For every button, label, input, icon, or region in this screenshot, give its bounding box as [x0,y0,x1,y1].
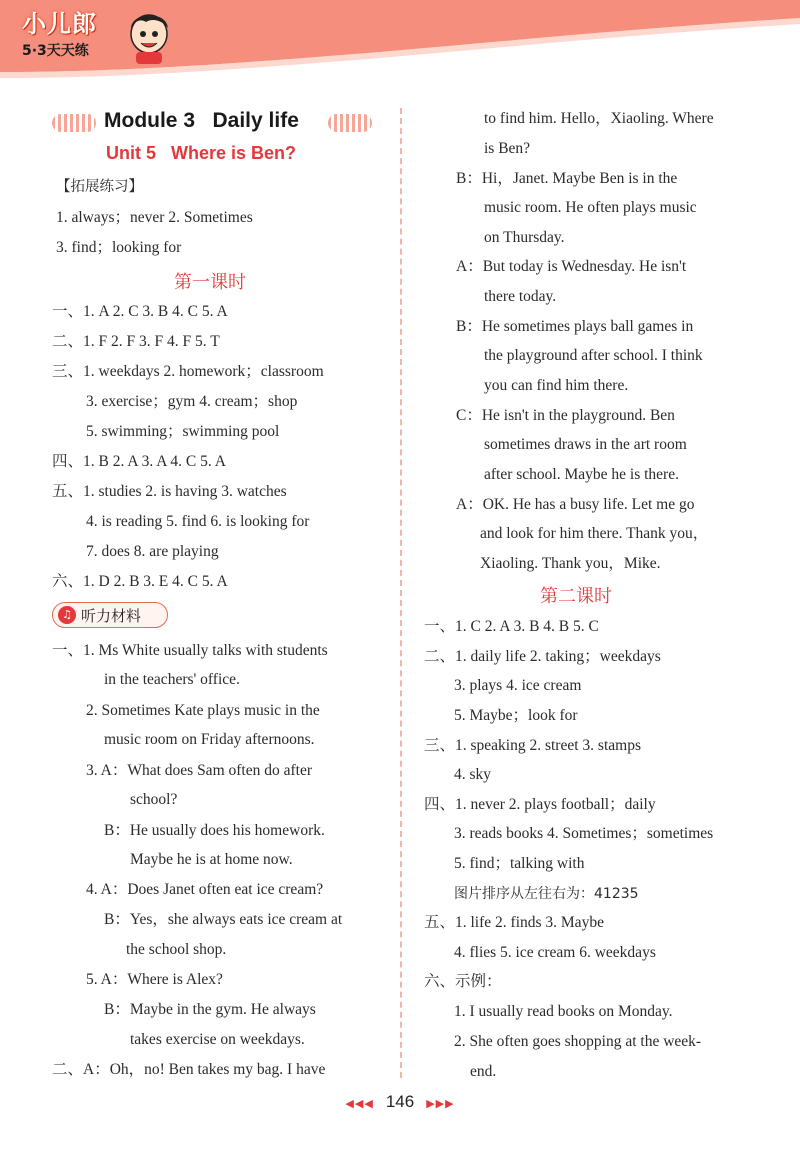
answer-line: 5. Maybe；look for [454,707,578,724]
answer-line: 二、1. F 2. F 3. F 4. F 5. T [52,333,220,350]
listening-line: takes exercise on weekdays. [130,1031,305,1048]
listening-line: B：Maybe in the gym. He always [104,1001,316,1018]
dialog-line: you can find him there. [484,377,629,394]
answer-line: 3. plays 4. ice cream [454,677,582,694]
listening-label: 听力材料 [81,607,142,625]
answer-line: 四、1. B 2. A 3. A 4. C 5. A [52,453,226,470]
dialog-line: A：But today is Wednesday. He isn't [456,258,687,275]
page-number: 146 [385,1092,415,1111]
unit-title: Unit 5 Where is Ben? [106,143,297,163]
listening-line: 一、1. Ms White usually talks with students [52,642,328,659]
dialog-line: sometimes draws in the art room [484,436,687,453]
lesson-2-heading: 第二课时 [540,586,612,607]
answer-line: 5. swimming；swimming pool [86,423,280,440]
listening-line: 3. A：What does Sam often do after [86,762,312,779]
answer-line: 3. reads books 4. Sometimes；sometimes [454,825,714,842]
answer-line: 五、1. life 2. finds 3. Maybe [424,914,604,931]
listening-line: music room on Friday afternoons. [104,731,315,748]
listening-line: 2. Sometimes Kate plays music in the [86,702,320,719]
title-decoration-right [328,114,372,132]
answer-line: 一、1. A 2. C 3. B 4. C 5. A [52,303,228,320]
module-title [52,109,372,137]
mascot-boy-icon [122,6,176,66]
listening-line: B：Yes，she always eats ice cream at [104,911,343,928]
listening-line: in the teachers' office. [104,671,240,688]
dialog-line: C：He isn't in the playground. Ben [456,407,675,424]
right-arrows-icon: ▶▶▶ [426,1097,455,1110]
listening-line: 二、A：Oh，no! Ben takes my bag. I have [52,1061,326,1078]
brand-title: 小儿郎 [22,10,97,38]
listening-line: B：He usually does his homework. [104,822,325,839]
answer-line: 4. is reading 5. find 6. is looking for [86,513,310,530]
page-footer [0,1092,800,1118]
extension-line-1: 1. always；never 2. Sometimes [56,209,253,226]
answer-line: 4. sky [454,766,492,783]
listening-line: 4. A：Does Janet often eat ice cream? [86,881,324,898]
answer-line: 六、示例： [424,973,502,990]
answer-line: end. [470,1063,497,1080]
answer-line: 四、1. never 2. plays football；daily [424,796,656,813]
answer-line: 五、1. studies 2. is having 3. watches [52,483,287,500]
extension-label: 【拓展练习】 [56,179,143,195]
dialog-line: and look for him there. Thank you， [480,525,709,542]
module-title-text: Module 3 Daily life [104,109,299,132]
answer-line: 2. She often goes shopping at the week- [454,1033,702,1050]
listening-line: the school shop. [126,941,227,958]
headphones-icon: ♫ [58,606,76,624]
left-arrows-icon: ◀◀◀ [345,1097,374,1110]
answer-line: 三、1. weekdays 2. homework；classroom [52,363,324,380]
answer-line: 图片排序从左往右为：41235 [454,886,639,902]
title-decoration-left [52,114,96,132]
listening-line: school? [130,791,178,808]
answer-line: 二、1. daily life 2. taking；weekdays [424,648,661,665]
dialog-line: after school. Maybe he is there. [484,466,679,483]
dialog-line: there today. [484,288,557,305]
dialog-line: A：OK. He has a busy life. Let me go [456,496,695,513]
dialog-line: the playground after school. I think [484,347,703,364]
brand-logo [20,4,180,70]
answer-line: 六、1. D 2. B 3. E 4. C 5. A [52,573,228,590]
listening-line: 5. A：Where is Alex? [86,971,223,988]
answer-line: 7. does 8. are playing [86,543,219,560]
listening-line: Maybe he is at home now. [130,851,293,868]
answer-line: 三、1. speaking 2. street 3. stamps [424,737,641,754]
answer-line: 5. find；talking with [454,855,585,872]
dialog-line: B：He sometimes plays ball games in [456,318,694,335]
answer-line: 1. I usually read books on Monday. [454,1003,673,1020]
dialog-line: is Ben? [484,140,531,157]
dialog-line: Xiaoling. Thank you，Mike. [480,555,661,572]
brand-series: 5·3天天练 [22,43,89,59]
dialog-line: music room. He often plays music [484,199,697,216]
answer-line: 4. flies 5. ice cream 6. weekdays [454,944,656,961]
dialog-line: B：Hi，Janet. Maybe Ben is in the [456,170,678,187]
listening-material-tag [52,602,168,628]
column-divider [400,108,402,1078]
answer-line: 3. exercise；gym 4. cream；shop [86,393,298,410]
lesson-1-heading: 第一课时 [174,272,246,293]
dialog-line: to find him. Hello，Xiaoling. Where [484,110,714,127]
dialog-line: on Thursday. [484,229,565,246]
extension-line-2: 3. find；looking for [56,239,182,256]
answer-line: 一、1. C 2. A 3. B 4. B 5. C [424,618,599,635]
